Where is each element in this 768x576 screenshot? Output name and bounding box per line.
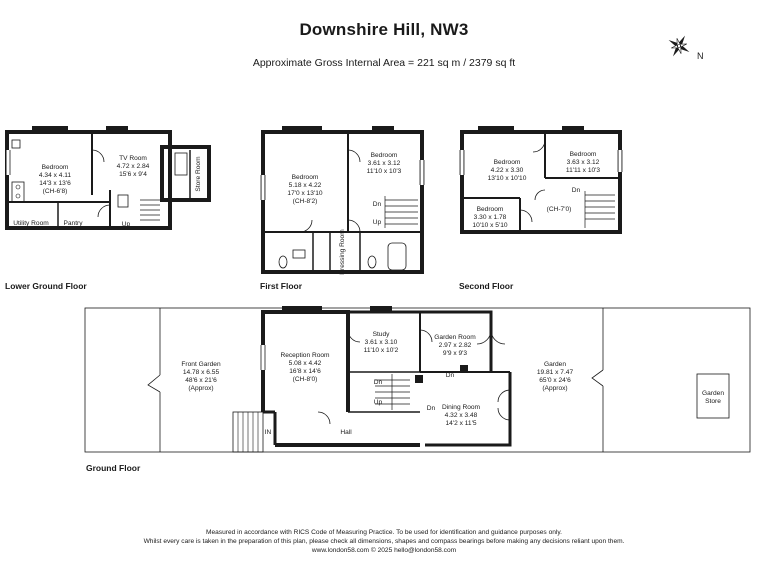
f-dressing-room-name: Dressing Room (339, 229, 346, 275)
g-stair-down-2: Dn (445, 372, 455, 379)
lg-bedroom-imperial: 14'3 x 13'6 (39, 180, 71, 187)
f-bedroom-main-name: Bedroom (291, 174, 319, 181)
g-front-garden-imperial: 48'6 x 21'6 (185, 377, 217, 384)
g-garden-room-imperial: 9'9 x 9'3 (442, 350, 468, 357)
g-garden-name: Garden (544, 361, 566, 368)
lg-utility-room-name: Utility Room (13, 220, 49, 227)
label-ground-floor: Ground Floor (86, 463, 141, 473)
footer-website-email[interactable]: www.london58.com © 2025 hello@london58.com (311, 547, 457, 554)
f-bedroom-main-ceiling: (CH-8'2) (292, 198, 318, 205)
page-title: Downshire Hill, NW3 (299, 20, 469, 39)
label-first-floor: First Floor (260, 281, 303, 291)
g-entrance-label: IN (264, 429, 272, 436)
lg-tvroom-name: TV Room (119, 155, 147, 162)
f-stair-down: Dn (372, 201, 382, 208)
lg-pantry-name: Pantry (63, 220, 83, 227)
label-lower-ground-floor: Lower Ground Floor (5, 281, 87, 291)
s-bedroom-right-name: Bedroom (569, 151, 597, 158)
lg-tvroom-imperial: 15'6 x 9'4 (119, 171, 147, 178)
f-bedroom-main-metric: 5.18 x 4.22 (288, 182, 322, 189)
s-bedroom-right-metric: 3.63 x 3.12 (566, 159, 600, 166)
f-stair-up: Up (372, 219, 382, 226)
s-bedroom-small-metric: 3.30 x 1.78 (473, 214, 507, 221)
s-bedroom-small-imperial: 10'10 x 5'10 (472, 222, 508, 229)
g-garden-approx: (Approx) (542, 385, 568, 392)
s-landing-ceiling: (CH-7'0) (546, 206, 572, 213)
g-garden-store-line1: Garden (702, 390, 724, 397)
label-second-floor: Second Floor (459, 281, 514, 291)
lg-bedroom-ceiling: (CH-6'8) (42, 188, 68, 195)
s-bedroom-right-imperial: 11'11 x 10'3 (565, 167, 601, 174)
lg-tvroom-metric: 4.72 x 2.84 (116, 163, 150, 170)
f-bedroom-right-name: Bedroom (370, 152, 398, 159)
s-bedroom-left-metric: 4.22 x 3.30 (490, 167, 524, 174)
g-front-garden-metric: 14.78 x 6.55 (182, 369, 220, 376)
g-study-imperial: 11'10 x 10'2 (363, 347, 399, 354)
compass-icon (667, 34, 690, 57)
g-stair-down-1: Dn (373, 379, 383, 386)
lg-bedroom-name: Bedroom (41, 164, 69, 171)
footer-disclaimer-line2: Whilst every care is taken in the preparation of this plan, please check all dimensions, shapes and compass bearings before making any decisions reliant upon them. (143, 538, 625, 545)
g-reception-ceiling: (CH-8'0) (292, 376, 318, 383)
g-study-metric: 3.61 x 3.10 (364, 339, 398, 346)
g-stair-up: Up (373, 399, 383, 406)
f-bedroom-right-imperial: 11'10 x 10'3 (366, 168, 402, 175)
g-garden-imperial: 65'0 x 24'6 (539, 377, 571, 384)
g-front-garden-approx: (Approx) (188, 385, 214, 392)
g-study-name: Study (372, 331, 390, 338)
g-dining-imperial: 14'2 x 11'5 (445, 420, 477, 427)
g-garden-store-line2: Store (705, 398, 721, 405)
f-bedroom-right-metric: 3.61 x 3.12 (367, 160, 401, 167)
s-bedroom-left-imperial: 13'10 x 10'10 (487, 175, 527, 182)
s-bedroom-small-name: Bedroom (476, 206, 504, 213)
lg-bedroom-metric: 4.34 x 4.11 (38, 172, 72, 179)
footer-disclaimer-line1: Measured in accordance with RICS Code of Measuring Practice. To be used for identification and guidance purposes only. (205, 529, 563, 536)
s-bedroom-left-name: Bedroom (493, 159, 521, 166)
g-dining-name: Dining Room (441, 404, 481, 411)
g-reception-imperial: 16'8 x 14'6 (289, 368, 321, 375)
g-garden-room-metric: 2.97 x 2.82 (438, 342, 472, 349)
g-front-garden-name: Front Garden (181, 361, 221, 368)
g-stair-down-3: Dn (426, 405, 436, 412)
g-reception-name: Reception Room (280, 352, 330, 359)
g-garden-metric: 19.81 x 7.47 (536, 369, 574, 376)
lg-store-room-name: Store Room (195, 156, 202, 192)
f-bedroom-main-imperial: 17'0 x 13'10 (287, 190, 323, 197)
lg-stair-up: Up (121, 221, 131, 228)
lower-ground-floor-plan (6, 126, 209, 228)
s-stair-down: Dn (571, 187, 581, 194)
gross-area-subtitle: Approximate Gross Internal Area = 221 sq m / 2379 sq ft (252, 57, 516, 69)
g-dining-metric: 4.32 x 3.48 (444, 412, 478, 419)
g-hall-name: Hall (340, 429, 352, 436)
g-reception-metric: 5.08 x 4.42 (288, 360, 322, 367)
g-garden-room-name: Garden Room (434, 334, 476, 341)
compass-north-label: N (697, 51, 704, 61)
